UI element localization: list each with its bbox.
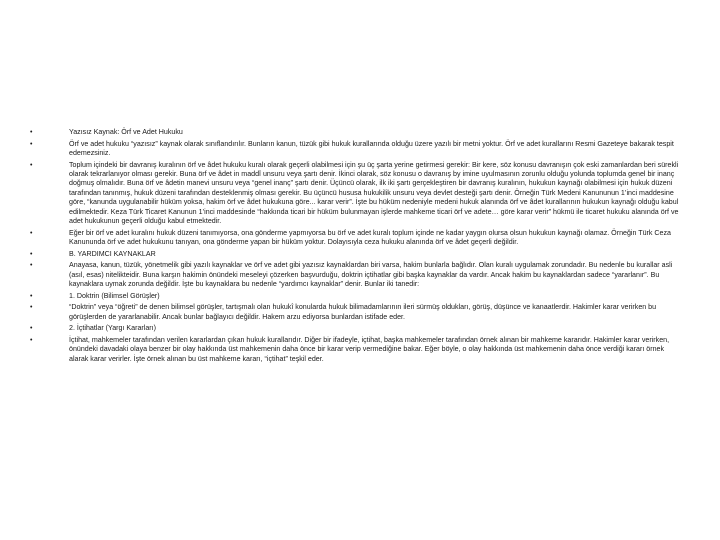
bullet-item bbox=[30, 303, 682, 322]
bullet-text: 2. İçtihatlar (Yargı Kararları) bbox=[69, 324, 156, 333]
bullet-dot: • bbox=[30, 140, 33, 148]
bullet-item bbox=[30, 261, 682, 289]
bullet-text: İçtihat, mahkemeler tarafından verilen kararlardan çıkan hukuk kurallarıdır. Diğer bir ifadeyle, içtihat, başka mahkemeler tarafından örnek alınan bir mahkeme kararıdır. Hakimler karar verirken, önündeki davadaki olaya benzer bir olay hakkında üst mahkemenin daha önce bir karar verip vermediğine bakar. Eğer böyle, o olay hakkında üst mahkemenin daha önce verdiği kararı örnek alarak karar verirler. İşte örnek alınan bu üst mahkeme kararı, “içtihat” teşkil eder. bbox=[69, 335, 670, 363]
bullet-dot: • bbox=[30, 262, 33, 270]
bullet-item bbox=[30, 128, 682, 137]
bullet-text: Eğer bir örf ve adet kuralını hukuk düzeni tanımıyorsa, ona gönderme yapmıyorsa bu örf ve adet kuralı toplum içinde ne kadar yaygın olursa olsun hukukun kaynağı olamaz. Örneğin Türk Ceza Kanununda örf ve adet hukukunu tanıyan, ona gönderme yapan bir hüküm yoktur. Dolayısıyla ceza hukuku alanında örf ve âdet geçerli değildir. bbox=[69, 228, 671, 247]
bullet-item bbox=[30, 140, 682, 159]
bullet-text: Yazısız Kaynak: Örf ve Adet Hukuku bbox=[69, 128, 183, 136]
bullet-item bbox=[30, 324, 682, 333]
bullet-text: Örf ve adet hukuku “yazısız” kaynak olarak sınıflandırılır. Bunların kanun, tüzük gibi hukuk kurallarında olduğu üzere yazılı bir metni yoktur. Örf ve adet kurallarını Resmi Gazeteye bakarak tespit edemezsiniz. bbox=[69, 139, 674, 157]
bullet-item bbox=[30, 292, 682, 301]
bullet-dot: • bbox=[30, 292, 33, 300]
bullet-list bbox=[30, 128, 682, 366]
bullet-text: “Doktrin” veya “öğreti” de denen bilimsel görüşler, tartışmalı olan hukukî konularda hukuk bilimadamlarının ileri sürmüş oldukları, görüş, düşünce ve kanaatlerdir. Hakimler karar verirken bu görüşlerden de yararlanabilir. Ancak bunlar bağlayıcı değildir. Hakem arzu ediyorsa bunlardan istifade eder. bbox=[69, 303, 657, 321]
bullet-text: Toplum içindeki bir davranış kuralının örf ve âdet hukuku kuralı olarak geçerli olabilmesi için şu üç şarta yerine getirmesi gerekir: Bir kere, söz konusu davranışın çok eski zamanlardan beri sürekli olarak tekrarlanıyor olması gerekir. Buna örf ve âdet in maddî unsuru veya şartı denir. İkinci olarak, söz konusu o davranış by imine uyulmasının zorunlu olduğu yolunda toplumda genel bir inanç doğmuş olmalıdır. Buna örf ve âdetin manevi unsuru veya “genel inanç” şartı denir. Üçüncü olarak, ilk iki şartı gerçekleştiren bir davranış kuralının, hukukun kaynağı olabilmesi için hukuk düzeni tarafından tanınmış, hukuk düzeni tarafından desteklenmiş olması gerekir. Bu üçüncü hususa hukukilik unsuru veya devlet desteği şartı denir. Örneğin Türk Medeni Kanununun 1’inci maddesine göre, “kanunda uygulanabilir hüküm yoksa, hakim örf ve âdet hukukuna göre... karar verir”. İşte bu hüküm nedeniyle medeni hukuk alanında örf ve âdet kurallarının hukukun kaynağı olduğu kabul edilmektedir. Keza Türk Ticaret Kanunun 1’inci maddesinde “hakkında ticari bir hüküm bulunmayan işlerde mahkeme ticari örf ve adete… göre karar verir” hükmü ile ticaret hukuku alanında örf ve adet hukukunun geçerli olduğu kabul etmektedir. bbox=[69, 160, 679, 226]
bullet-text: 1. Doktrin (Bilimsel Görüşler) bbox=[69, 291, 160, 300]
bullet-item bbox=[30, 161, 682, 227]
bullet-text: B. YARDIMCI KAYNAKLAR bbox=[69, 249, 156, 258]
bullet-dot: • bbox=[30, 325, 33, 333]
bullet-dot: • bbox=[30, 336, 33, 344]
bullet-text: Anayasa, kanun, tüzük, yönetmelik gibi yazılı kaynaklar ve örf ve adet gibi yazısız kaynaklardan biri varsa, hakim bunlarla bağlıdır. Olan kuralı uygulamak zorundadır. Bu nedenle bu kurallar asli (asıl, esas) nitelikteidir. Buna karşın hakimin önündeki meseleyi çözerken başvurduğu, doktrin içtihatlar gibi başka kaynaklar da vardır. Ancak hakim bu kaynaklardan sadece “yararlanır”. Bu kaynaklara uymak zorunda değildir. İşte bu kaynaklara bu nedenle “yardımcı kaynaklar” denir. Bunlar iki tanedir: bbox=[69, 261, 673, 289]
bullet-item bbox=[30, 229, 682, 248]
bullet-dot: • bbox=[30, 161, 33, 169]
bullet-dot: • bbox=[30, 304, 33, 312]
bullet-dot: • bbox=[30, 250, 33, 258]
bullet-dot: • bbox=[30, 229, 33, 237]
bullet-item bbox=[30, 336, 682, 364]
bullet-dot: • bbox=[30, 129, 33, 136]
bullet-item bbox=[30, 250, 682, 259]
